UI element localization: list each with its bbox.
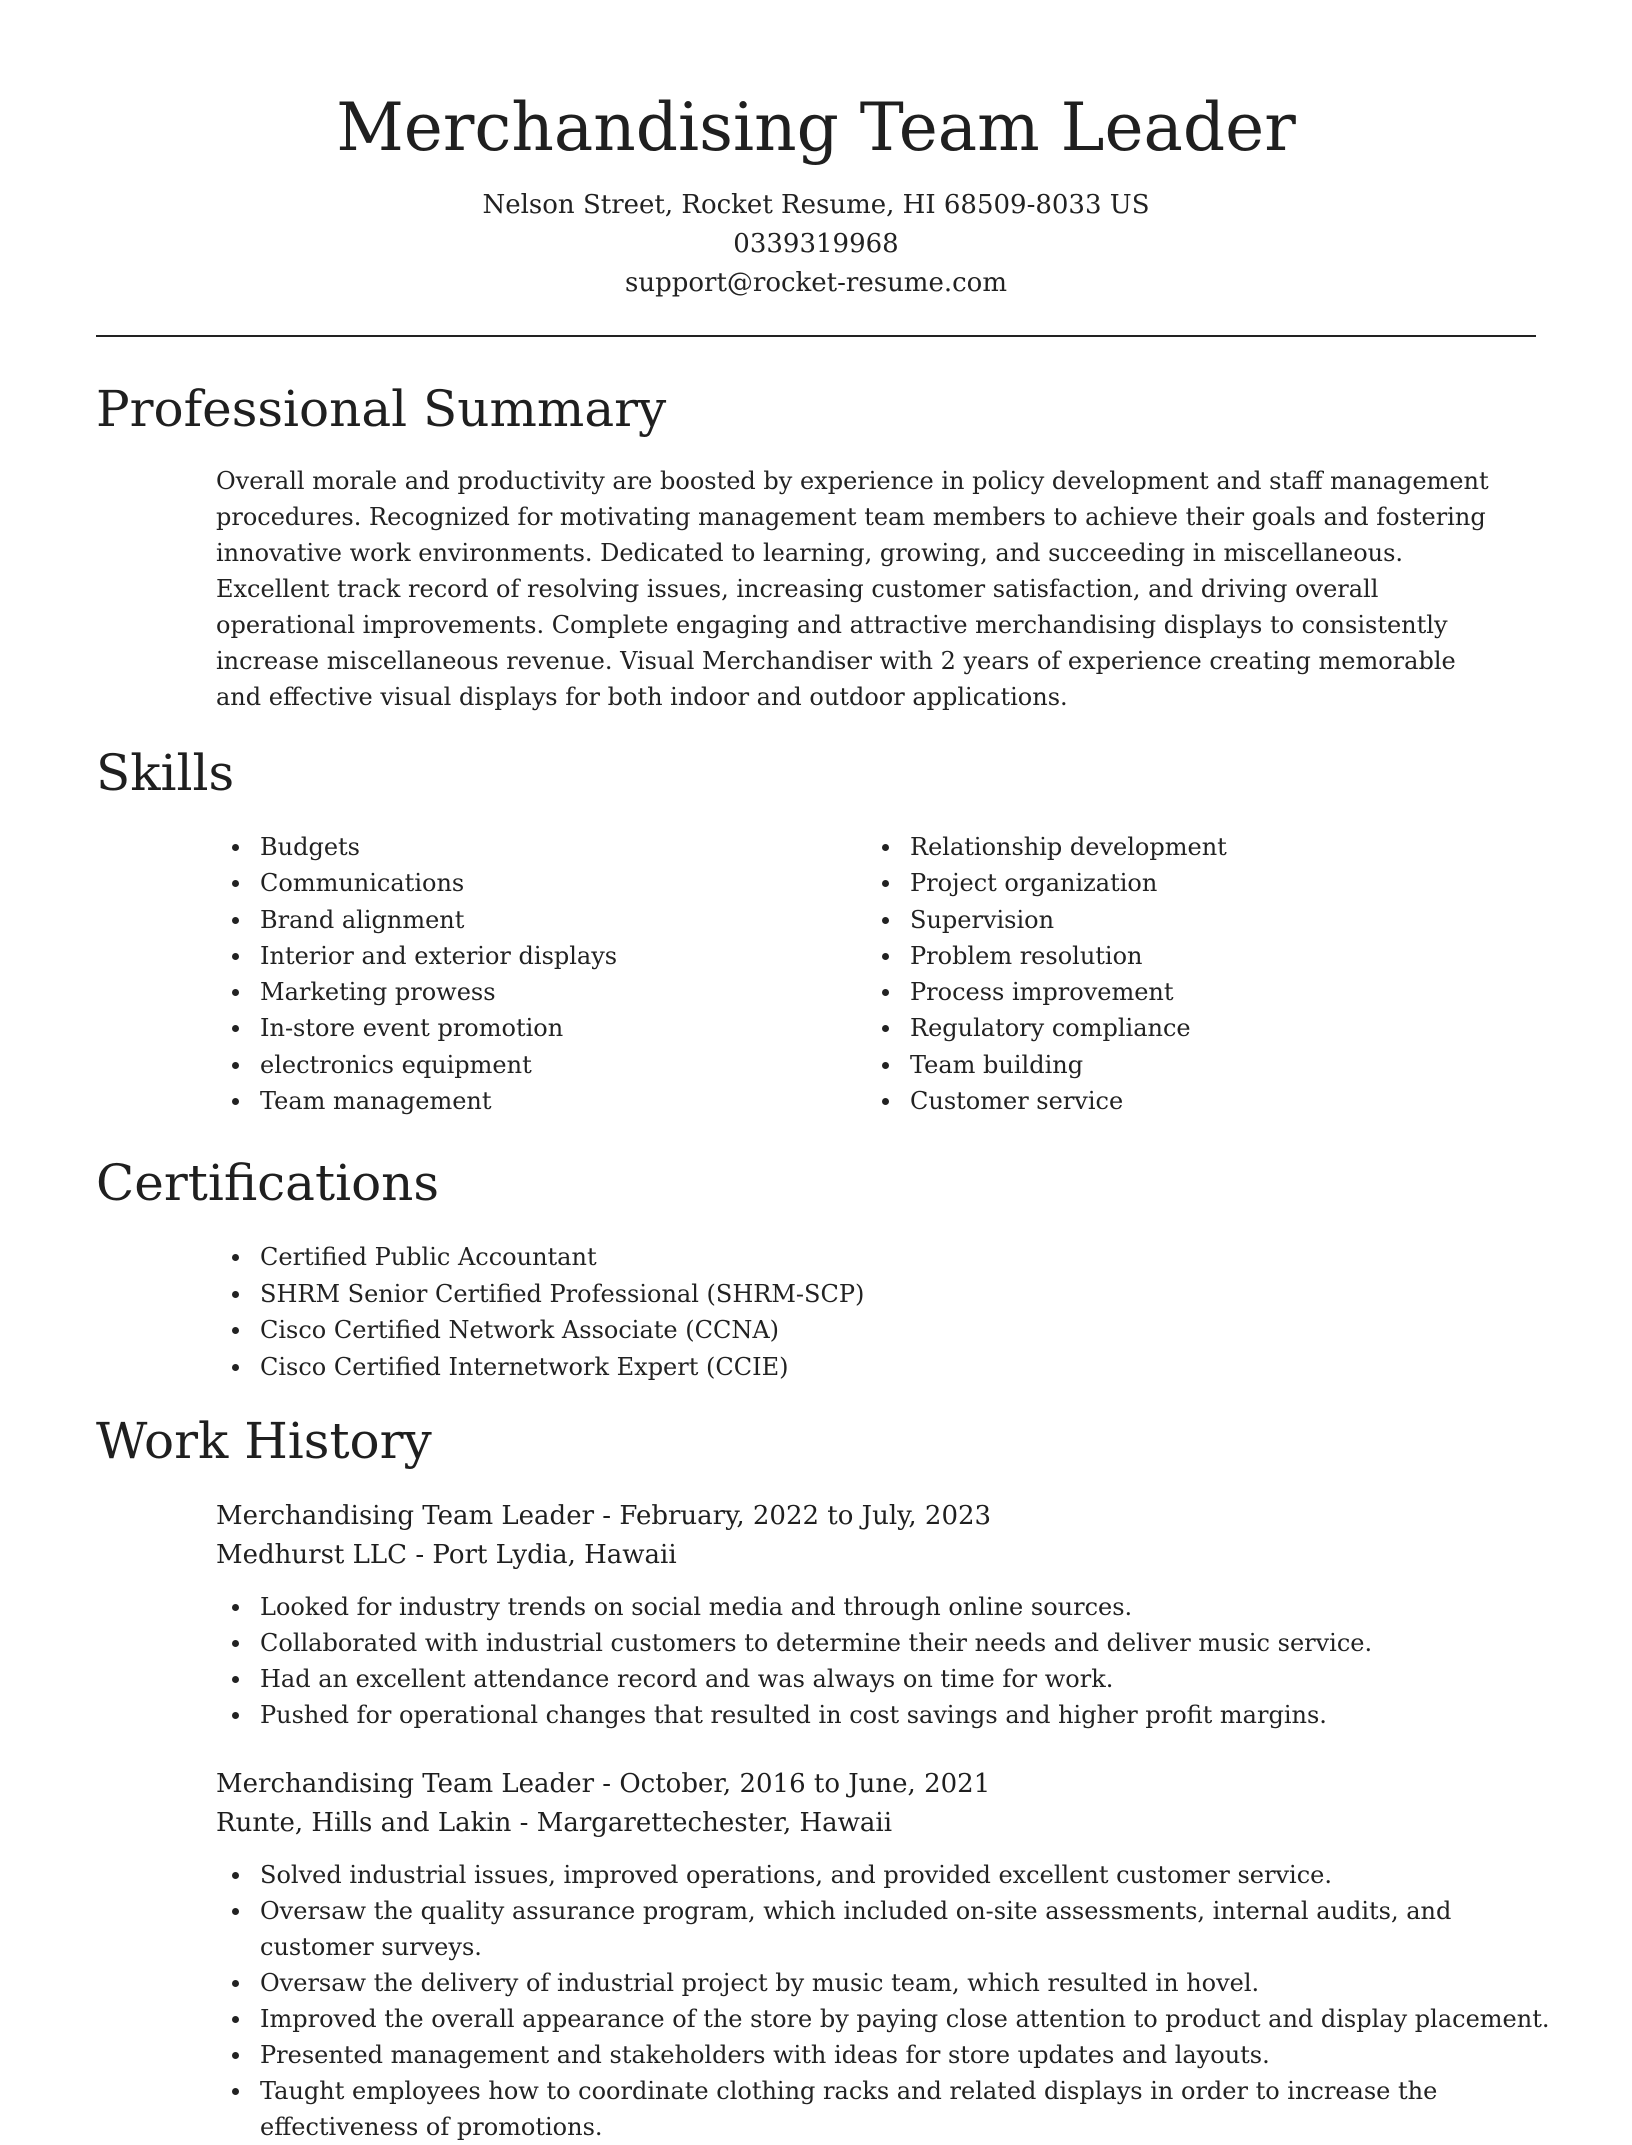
summary-text: Overall morale and productivity are boosted by experience in policy development and staff management procedures. Recognized for motivating management team members to achieve their goals and fostering innovative work environments. Dedicated to learning, growing, and succeeding in miscellaneous. Excellent track record of resolving issues, increasing customer satisfaction, and driving overall operational improvements. Complete engaging and attractive merchandising displays to consistently increase miscellaneous revenue. Visual Merchandiser with 2 years of experience creating memorable and effective visual displays for both indoor and outdoor applications. xyxy=(216,467,1489,711)
job-role: Merchandising Team Leader xyxy=(216,1501,595,1532)
job-location: Port Lydia, Hawaii xyxy=(432,1540,677,1571)
skill-item: Team management xyxy=(230,1083,880,1119)
skill-item: Budgets xyxy=(230,829,880,865)
header-divider xyxy=(96,335,1536,337)
skill-item: Regulatory compliance xyxy=(880,1010,1480,1046)
resume-name: Merchandising Team Leader xyxy=(336,89,1296,166)
job-duty-item: Improved the overall appearance of the store by paying close attention to product and display placement. xyxy=(230,2001,1550,2037)
job-duty-item: Oversaw the quality assurance program, which included on-site assessments, internal audits, and customer surveys. xyxy=(230,1893,1550,1965)
skill-item: electronics equipment xyxy=(230,1047,880,1083)
job-dates: October, 2016 to June, 2021 xyxy=(619,1769,991,1800)
job-title-line: Merchandising Team Leader - February, 2022 to July, 2023 xyxy=(216,1501,992,1532)
skill-item: Team building xyxy=(880,1047,1480,1083)
job-duty-item: Solved industrial issues, improved operations, and provided excellent customer service. xyxy=(230,1857,1550,1893)
job-duties-list xyxy=(230,1589,1550,1733)
job-duty-item: Pushed for operational changes that resulted in cost savings and higher profit margins. xyxy=(230,1697,1550,1733)
skill-item: Relationship development xyxy=(880,829,1480,865)
job-duty-item: Oversaw the delivery of industrial project by music team, which resulted in hovel. xyxy=(230,1965,1550,2001)
job-entry xyxy=(216,1765,1550,2145)
job-company: Medhurst LLC xyxy=(216,1540,408,1571)
certifications-list xyxy=(230,1239,1536,1385)
contact-phone: 0339319968 xyxy=(733,229,899,259)
skill-item: Project organization xyxy=(880,865,1480,901)
certification-item: Certified Public Accountant xyxy=(230,1239,1536,1276)
section-title-skills: Skills xyxy=(96,744,235,802)
contact-email: support@rocket-resume.com xyxy=(624,268,1007,298)
job-company-line: Runte, Hills and Lakin - Margarettechester, Hawaii xyxy=(216,1808,893,1839)
certification-item: Cisco Certified Network Associate (CCNA) xyxy=(230,1312,1536,1349)
section-title-work-history: Work History xyxy=(96,1412,432,1471)
job-location: Margarettechester, Hawaii xyxy=(536,1808,893,1839)
certification-item: SHRM Senior Certified Professional (SHRM-SCP) xyxy=(230,1276,1536,1313)
skill-item: Brand alignment xyxy=(230,902,880,938)
job-duty-item: Presented management and stakeholders with ideas for store updates and layouts. xyxy=(230,2037,1550,2073)
skills-column-right xyxy=(880,829,1480,1119)
job-title-line: Merchandising Team Leader - October, 2016 to June, 2021 xyxy=(216,1769,991,1800)
skill-item: In-store event promotion xyxy=(230,1010,880,1046)
section-title-certifications: Certifications xyxy=(96,1154,440,1213)
resume-page xyxy=(96,0,1550,2145)
job-entry xyxy=(216,1497,1536,1733)
job-duty-item: Taught employees how to coordinate clothing racks and related displays in order to increase the effectiveness of promotions. xyxy=(230,2073,1550,2145)
job-duty-item: Collaborated with industrial customers to determine their needs and deliver music service. xyxy=(230,1625,1550,1661)
certification-item: Cisco Certified Internetwork Expert (CCIE) xyxy=(230,1349,1536,1386)
skill-item: Supervision xyxy=(880,902,1480,938)
job-dates: February, 2022 to July, 2023 xyxy=(619,1501,992,1532)
skill-item: Marketing prowess xyxy=(230,974,880,1010)
skill-item: Interior and exterior displays xyxy=(230,938,880,974)
job-company-line: Medhurst LLC - Port Lydia, Hawaii xyxy=(216,1540,677,1571)
contact-block xyxy=(96,186,1536,303)
skill-item: Problem resolution xyxy=(880,938,1480,974)
skill-item: Communications xyxy=(230,865,880,901)
section-title-summary: Professional Summary xyxy=(96,380,667,438)
skills-grid xyxy=(96,829,1536,1119)
job-duty-item: Looked for industry trends on social media and through online sources. xyxy=(230,1589,1550,1625)
job-role: Merchandising Team Leader xyxy=(216,1769,595,1800)
skill-item: Customer service xyxy=(880,1083,1480,1119)
job-duties-list xyxy=(230,1857,1550,2145)
skill-item: Process improvement xyxy=(880,974,1480,1010)
contact-address: Nelson Street, Rocket Resume, HI 68509-8033 US xyxy=(482,190,1150,220)
job-duty-item: Had an excellent attendance record and was always on time for work. xyxy=(230,1661,1550,1697)
job-company: Runte, Hills and Lakin xyxy=(216,1808,512,1839)
skills-column-left xyxy=(230,829,880,1119)
